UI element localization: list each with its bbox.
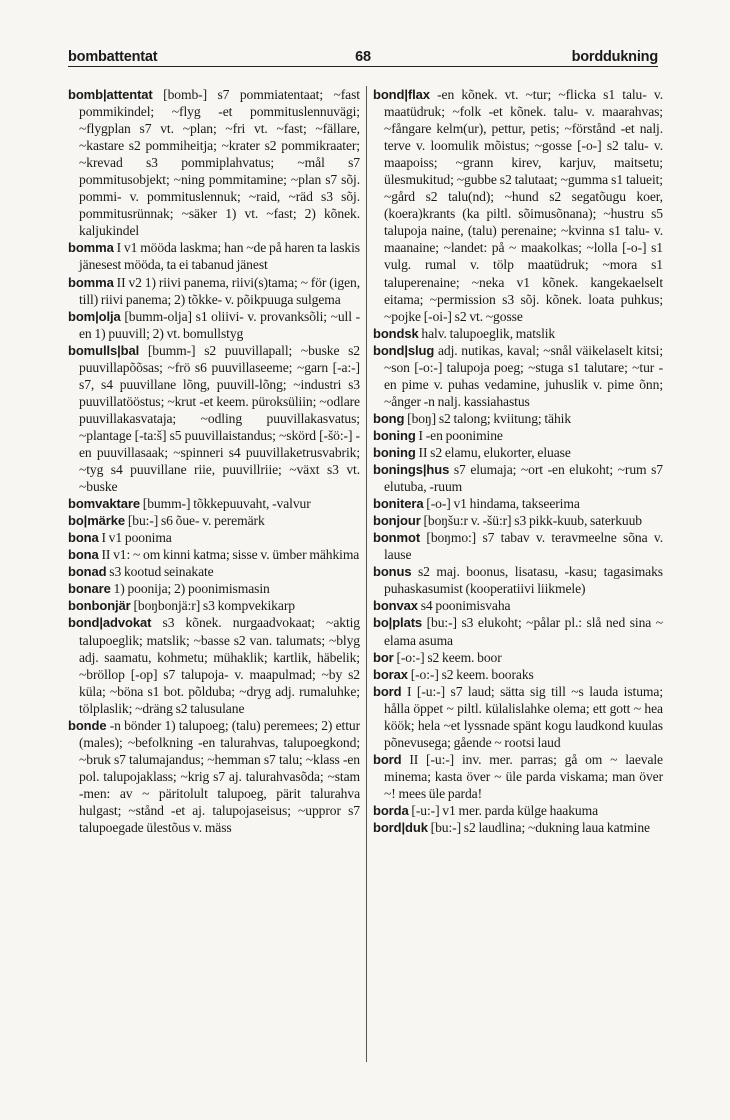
- entry-headword: bord: [373, 683, 402, 699]
- entry-definition: [bu:-] s6 õue- v. peremärk: [125, 513, 265, 529]
- dictionary-entry: [373, 86, 663, 325]
- entry-definition: [boŋbonjä:r] s3 kompvekikarp: [130, 598, 295, 614]
- entry-definition: s3 kõnek. nurgaadvokaat; ~aktig talupoeglik; matslik; ~basse s2 van. talumats; ~blyg adj. saamatu, kohmetu; mühaklik; kartlik, häbelik; ~bröllop [-op] s7 talupoja- v. maapulmad; ~by s2 küla; ~böna s1 bot. põlduba; ~dryg adj. rumaluhke; tölplaslik; ~dräng s2 talusulane: [79, 615, 360, 716]
- entry-definition: 1) poonija; 2) poonimismasin: [110, 581, 270, 597]
- dictionary-entry: [373, 683, 663, 751]
- page-header: [68, 46, 658, 66]
- dictionary-entry: [68, 563, 360, 580]
- entry-headword: bonings|hus: [373, 462, 450, 478]
- dictionary-entry: [373, 325, 663, 342]
- dictionary-entry: [68, 274, 360, 308]
- entry-definition: [bumm-olja] s1 oliivi- v. provanksõli; ~ull -en 1) puuvill; 2) vt. bomullstyg: [79, 308, 360, 341]
- dictionary-entry: [373, 410, 663, 427]
- header-rule: [68, 66, 658, 67]
- entry-definition: I -en poonimine: [415, 427, 503, 443]
- entry-definition: s2 maj. boonus, lisatasu, -kasu; tagasimaks puhaskasumist (kooperatiivi liikmele): [384, 564, 663, 597]
- dictionary-entry: [373, 444, 663, 461]
- dictionary-entry: [68, 580, 360, 597]
- entry-headword: bomulls|bal: [68, 342, 140, 358]
- dictionary-entry: [373, 819, 663, 836]
- dictionary-entry: [373, 597, 663, 614]
- entry-headword: boning: [373, 427, 416, 443]
- dictionary-entry: [68, 86, 360, 239]
- entry-headword: bor: [373, 649, 394, 665]
- entry-headword: bom|olja: [68, 308, 121, 324]
- entry-definition: [-o:-] s2 keem. booraks: [407, 666, 534, 682]
- entry-headword: bonare: [68, 581, 111, 597]
- entry-headword: boning: [373, 444, 416, 460]
- entry-definition: -n bönder 1) talupoeg; (talu) peremees; 2) ettur (males); ~befolkning -en talurahvas, talupoegkond; ~bruk s7 talumajandus; ~hemman s7 talu; ~klass -en pol. talupojaklass; ~krig s7 aj. talurahvasõda; ~stam -men: av ~ päritolult talupoeg, pärit talurahva hulgast; ~stånd -et aj. talupojaseisus; ~uppror s7 talupoegade ülestõus v. mäss: [79, 717, 360, 836]
- entry-headword: bond|advokat: [68, 615, 152, 631]
- entry-headword: bonbonjär: [68, 598, 131, 614]
- entry-definition: [-o:-] s2 keem. boor: [393, 649, 502, 665]
- dictionary-entry: [373, 512, 663, 529]
- entry-definition: [bumm-] s2 puuvillapall; ~buske s2 puuvillapõõsas; ~frö s6 puuvillaseeme; ~garn [-a:-] s7, s4 puuvillane lõng, puuvill-lõng; ~industri s3 puuvillatööstus; ~krut -et keem. püroksüliin; ~odlare puuvillakasvataja; ~odling puuvillakasvatus; ~plantage [-ta:š] s5 puuvillaistandus; ~skörd [-šö:-] -en puuvillasaak; ~spinneri s4 puuvillaketrusvabrik; ~tyg s4 puuvillane riie, puuvillriie; ~växt s3 vt. ~buske: [79, 342, 360, 495]
- entry-headword: bo|märke: [68, 513, 126, 529]
- entry-definition: s3 kootud seinakate: [106, 564, 214, 580]
- entry-definition: [boŋ] s2 talong; kviitung; tähik: [404, 410, 572, 426]
- entry-headword: bomvaktare: [68, 496, 140, 512]
- dictionary-entry: [373, 342, 663, 410]
- dictionary-entry: [373, 529, 663, 563]
- dictionary-entry: [373, 802, 663, 819]
- entry-definition: [-u:-] v1 mer. parda külge haakuma: [408, 802, 599, 818]
- entry-headword: bord: [373, 751, 402, 767]
- entry-headword: bonvax: [373, 598, 418, 614]
- header-guide-word-last: borddukning: [571, 49, 658, 65]
- entry-definition: [boŋšu:r v. -šü:r] s3 pikk-kuub, saterkuub: [420, 513, 642, 529]
- entry-headword: bonad: [68, 564, 107, 580]
- entry-definition: I v1 mööda laskma; han ~de på haren ta laskis jänesest mööda, ta ei tabanud jänest: [79, 240, 360, 273]
- page-number: 68: [355, 49, 371, 65]
- entry-headword: bonde: [68, 717, 107, 733]
- dictionary-entry: [373, 649, 663, 666]
- entry-definition: [bu:-] s3 elukoht; ~pålar pl.: slå ned sina ~ elama asuma: [384, 615, 663, 648]
- dictionary-entry: [68, 529, 360, 546]
- entry-definition: -en kõnek. vt. ~tur; ~flicka s1 talu- v. maatüdruk; ~folk -et kõnek. talu- v. maarahvas; ~fångare kelm(ur), pettur, petis; ~förstånd -et nalj. terve v. loomulik mõistus; ~gosse [-o-] s2 talu- v. maapoiss; ~grann kirev, karjuv, maitsetu; ülesmukitud; ~gubbe s2 talutaat; ~gumma s1 talueit; ~gård s2 talu(nd); ~hund s2 segatõugu koer, (koera)krants (ka piltl. sõimusõnana); ~hustru s5 talupoja naine, (talu) perenaine; ~kvinna s1 talu- v. maanaine; ~landet: på ~ maakolkas; ~lolla [-o-] s1 vulg. rumal v. tölp maatüdruk; ~mora s1 taluperenaine; ~neka v1 kõnek. kangekaelselt eitama; ~permission s3 sõj. kõnek. loata puhkus; ~pojke [-oi-] s2 vt. ~gosse: [384, 87, 663, 324]
- entry-headword: bond|flax: [373, 87, 430, 102]
- column-divider: [366, 86, 367, 1062]
- header-guide-word-first: bombattentat: [68, 49, 158, 65]
- dictionary-entry: [68, 239, 360, 273]
- entry-headword: bona: [68, 547, 99, 563]
- entry-headword: bomma: [68, 240, 114, 256]
- entry-headword: borax: [373, 666, 408, 682]
- entry-definition: [-o-] v1 hindama, takseerima: [423, 496, 580, 512]
- dictionary-entry: [68, 614, 360, 716]
- entry-definition: [bomb-] s7 pommiatentaat; ~fast pommikindel; ~flyg -et pommituslennuvägi; ~flygplan s7 vt. ~plan; ~fri vt. ~fast; ~fällare, ~kastare s2 pommiheitja; ~krater s2 pommikraater; ~krevad s3 pommiplahvatus; ~mål s7 pommitusobjekt; ~ning pommitamine; ~plan s7 sõj. pommi- v. pommituslennuk; ~raid, ~räd s3 sõj. pommitusrünnak; ~säker 1) vt. ~fast; 2) kõnek. kaljukindel: [79, 87, 360, 239]
- entry-definition: II v1: ~ om kinni katma; sisse v. ümber mähkima: [98, 547, 360, 563]
- dictionary-entry: [68, 512, 360, 529]
- entry-definition: II v2 1) riivi panema, riivi(s)tama; ~ för (igen, till) riivi panema; 2) tõkke- v. põikpuuga sulgema: [79, 274, 360, 307]
- dictionary-entry: [68, 717, 360, 836]
- entry-definition: s7 elumaja; ~ort -en elukoht; ~rum s7 elutuba, -ruum: [384, 462, 663, 495]
- entry-definition: s4 poonimisvaha: [417, 598, 511, 614]
- entry-definition: [bumm-] tõkkepuuvaht, -valvur: [139, 496, 311, 512]
- dictionary-entry: [68, 308, 360, 342]
- entry-headword: bo|plats: [373, 615, 423, 631]
- dictionary-entry: [373, 563, 663, 597]
- dictionary-entry: [68, 495, 360, 512]
- entry-definition: I [-u:-] s7 laud; sätta sig till ~s lauda istuma; hålla öppet ~ piltl. külalislahke olema; ett gott ~ hea köök; hela ~et lyssnade spänt kogu laudkond kuulas põnevusega; gående ~ rootsi laud: [384, 683, 663, 750]
- entry-headword: bonjour: [373, 513, 421, 529]
- entry-headword: bona: [68, 530, 99, 546]
- entry-headword: bong: [373, 410, 405, 426]
- entry-headword: bord|duk: [373, 820, 428, 836]
- dictionary-entry: [373, 751, 663, 802]
- dictionary-entry: [373, 461, 663, 495]
- dictionary-entry: [373, 614, 663, 648]
- entry-definition: II [-u:-] inv. mer. parras; gå om ~ laevale minema; kasta över ~ üle parda viskama; man över ~! mees üle parda!: [384, 751, 663, 801]
- dictionary-entry: [373, 495, 663, 512]
- entry-headword: bond|slug: [373, 342, 435, 358]
- dictionary-entry: [68, 546, 360, 563]
- entry-headword: bondsk: [373, 325, 419, 341]
- entry-headword: bomma: [68, 274, 114, 290]
- dictionary-entry: [68, 597, 360, 614]
- entry-headword: bonus: [373, 564, 412, 580]
- left-column: [68, 86, 360, 836]
- entry-definition: [bu:-] s2 laudlina; ~dukning laua katmine: [427, 820, 650, 836]
- entry-definition: II s2 elamu, elukorter, eluase: [415, 444, 571, 460]
- dictionary-entry: [373, 427, 663, 444]
- dictionary-entry: [373, 666, 663, 683]
- entry-definition: halv. talupoeglik, matslik: [418, 325, 556, 341]
- dictionary-entry: [68, 342, 360, 495]
- entry-headword: bonmot: [373, 530, 421, 546]
- entry-headword: bonitera: [373, 496, 424, 512]
- entry-headword: borda: [373, 802, 409, 818]
- right-column: [373, 86, 663, 836]
- entry-headword: bomb|attentat: [68, 87, 153, 102]
- entry-definition: [boŋmo:] s7 tabav v. teravmeelne sõna v. lause: [384, 530, 663, 563]
- entry-definition: adj. nutikas, kaval; ~snål väikelaselt kitsi; ~son [-o:-] talupoja poeg; ~stuga s1 talutare; ~tur -en pime v. puhas vedamine, juhuslik v. pime õnn; ~ånger -n nalj. kassiahastus: [384, 342, 663, 409]
- entry-definition: I v1 poonima: [98, 530, 172, 546]
